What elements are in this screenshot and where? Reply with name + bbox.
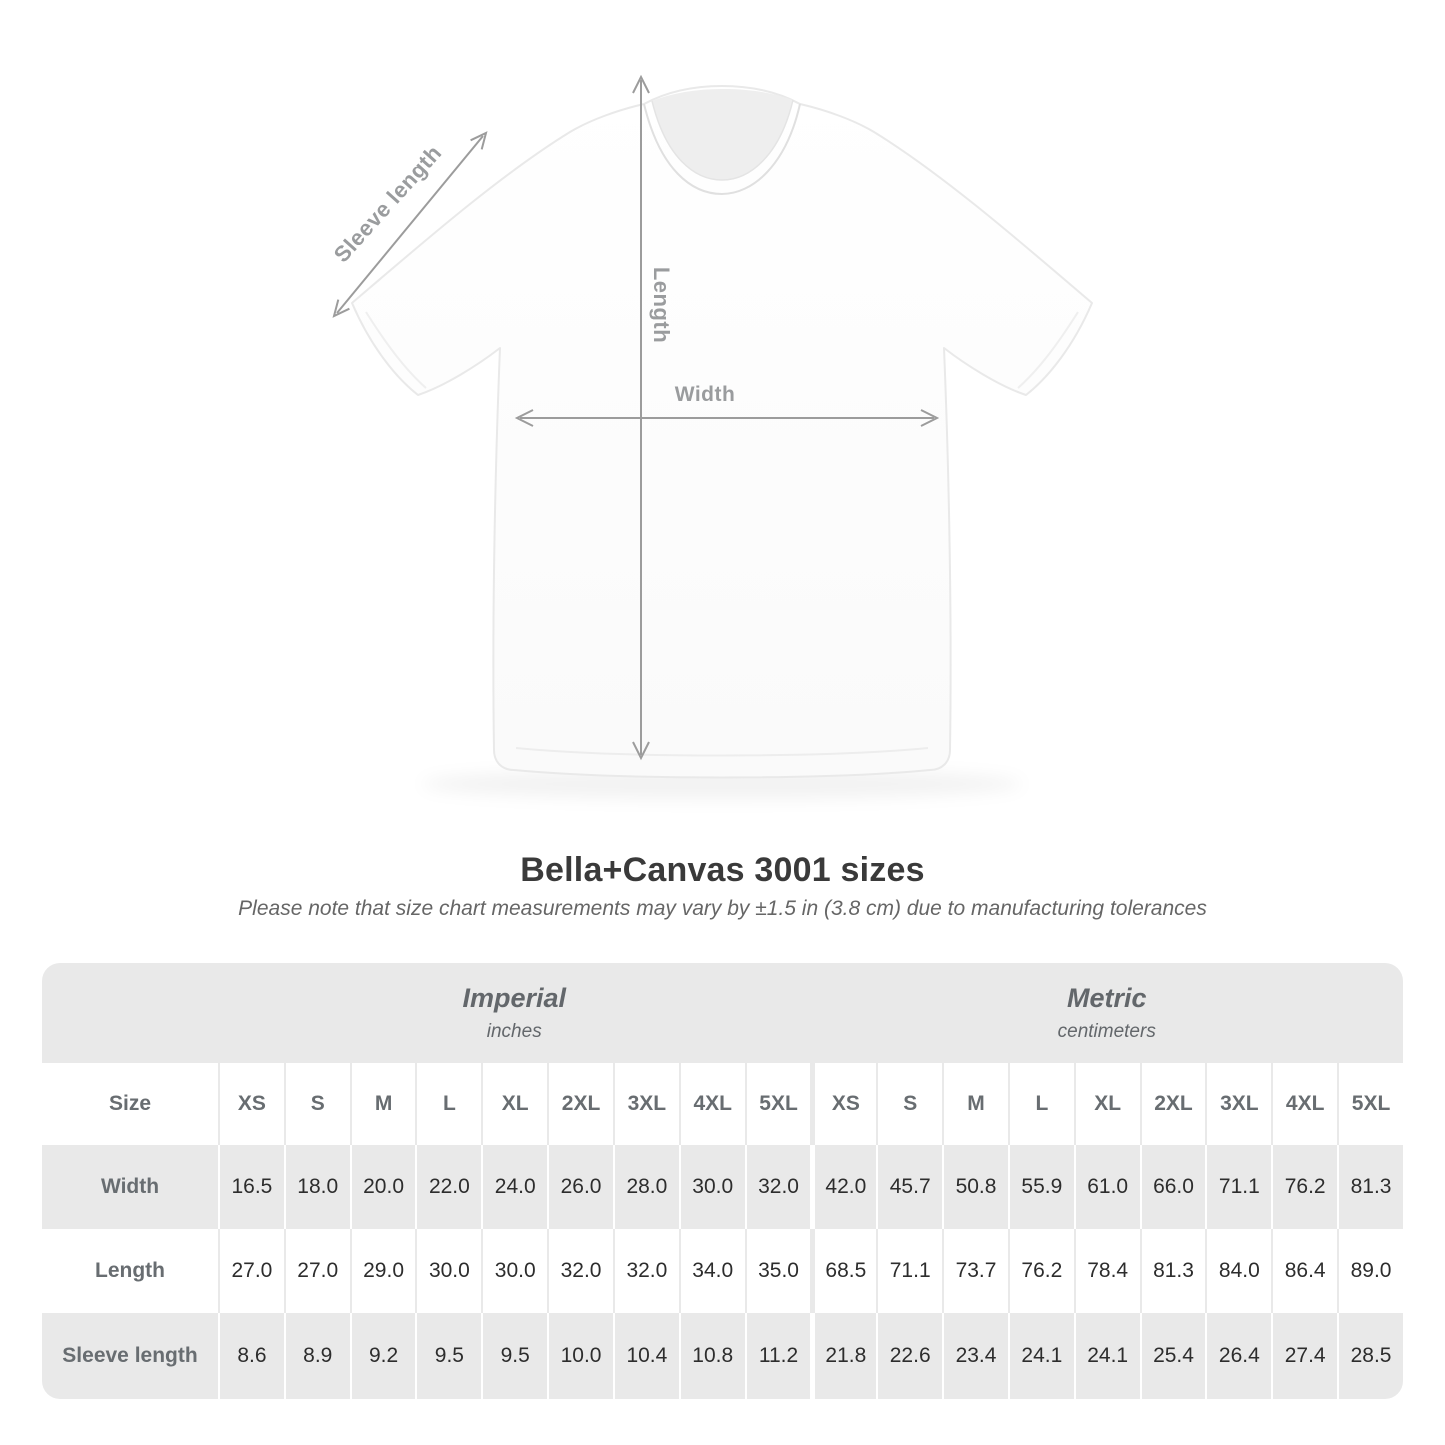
value-cell: 55.9 <box>1008 1145 1074 1229</box>
unit-sublabel: centimeters <box>1057 1021 1156 1042</box>
size-col-3xl-imperial: 3XL <box>613 1063 679 1145</box>
unit-label: Metric <box>1066 983 1147 1013</box>
row-length <box>42 1229 1403 1313</box>
row-label-sleeve-length: Sleeve length <box>42 1313 218 1399</box>
size-col-l-metric: L <box>1008 1063 1074 1145</box>
value-cell: 10.0 <box>547 1313 613 1399</box>
value-cell: 28.0 <box>613 1145 679 1229</box>
unit-group-imperial <box>218 963 810 1063</box>
row-label-width: Width <box>42 1145 218 1229</box>
value-cell: 28.5 <box>1337 1313 1403 1399</box>
value-cell: 24.0 <box>481 1145 547 1229</box>
unit-sublabel: inches <box>486 1021 542 1042</box>
value-cell: 86.4 <box>1271 1229 1337 1313</box>
tshirt-body <box>352 86 1092 778</box>
value-cell: 89.0 <box>1337 1229 1403 1313</box>
value-cell: 32.0 <box>745 1145 811 1229</box>
value-cell: 11.2 <box>745 1313 811 1399</box>
value-cell: 24.1 <box>1008 1313 1074 1399</box>
size-col-s-imperial: S <box>284 1063 350 1145</box>
tolerance-note: Please note that size chart measurements may vary by ±1.5 in (3.8 cm) due to manufacturing tolerances <box>238 897 1207 920</box>
size-table <box>42 963 1403 1399</box>
value-cell: 25.4 <box>1140 1313 1206 1399</box>
value-cell: 27.0 <box>218 1229 284 1313</box>
size-header-row <box>42 1063 1403 1145</box>
value-cell: 30.0 <box>679 1145 745 1229</box>
width-label: Width <box>674 383 736 406</box>
value-cell: 32.0 <box>613 1229 679 1313</box>
value-cell: 20.0 <box>350 1145 416 1229</box>
value-cell: 42.0 <box>810 1145 876 1229</box>
size-col-4xl-imperial: 4XL <box>679 1063 745 1145</box>
unit-header-row <box>42 963 1403 1063</box>
value-cell: 45.7 <box>876 1145 942 1229</box>
value-cell: 66.0 <box>1140 1145 1206 1229</box>
sleeve-length-label: Sleeve length <box>328 140 447 268</box>
length-label: Length <box>649 266 674 344</box>
value-cell: 71.1 <box>1205 1145 1271 1229</box>
table-corner-cell <box>42 963 218 1063</box>
size-col-m-metric: M <box>942 1063 1008 1145</box>
value-cell: 23.4 <box>942 1313 1008 1399</box>
size-col-2xl-imperial: 2XL <box>547 1063 613 1145</box>
value-cell: 24.1 <box>1074 1313 1140 1399</box>
page-title: Bella+Canvas 3001 sizes <box>520 851 925 889</box>
size-corner-label: Size <box>42 1063 218 1145</box>
size-col-xs-metric: XS <box>810 1063 876 1145</box>
size-col-xl-imperial: XL <box>481 1063 547 1145</box>
value-cell: 8.6 <box>218 1313 284 1399</box>
value-cell: 73.7 <box>942 1229 1008 1313</box>
unit-group-metric <box>810 963 1403 1063</box>
size-col-2xl-metric: 2XL <box>1140 1063 1206 1145</box>
row-sleeve-length <box>42 1313 1403 1399</box>
size-table-grid <box>42 963 1403 1399</box>
size-col-5xl-imperial: 5XL <box>745 1063 811 1145</box>
value-cell: 10.8 <box>679 1313 745 1399</box>
value-cell: 21.8 <box>810 1313 876 1399</box>
size-col-l-imperial: L <box>415 1063 481 1145</box>
value-cell: 81.3 <box>1140 1229 1206 1313</box>
value-cell: 35.0 <box>745 1229 811 1313</box>
value-cell: 9.5 <box>481 1313 547 1399</box>
value-cell: 78.4 <box>1074 1229 1140 1313</box>
value-cell: 9.5 <box>415 1313 481 1399</box>
size-col-xl-metric: XL <box>1074 1063 1140 1145</box>
value-cell: 9.2 <box>350 1313 416 1399</box>
value-cell: 61.0 <box>1074 1145 1140 1229</box>
value-cell: 71.1 <box>876 1229 942 1313</box>
size-col-5xl-metric: 5XL <box>1337 1063 1403 1145</box>
value-cell: 30.0 <box>415 1229 481 1313</box>
value-cell: 34.0 <box>679 1229 745 1313</box>
value-cell: 26.0 <box>547 1145 613 1229</box>
size-col-s-metric: S <box>876 1063 942 1145</box>
value-cell: 26.4 <box>1205 1313 1271 1399</box>
value-cell: 18.0 <box>284 1145 350 1229</box>
value-cell: 16.5 <box>218 1145 284 1229</box>
value-cell: 10.4 <box>613 1313 679 1399</box>
value-cell: 30.0 <box>481 1229 547 1313</box>
size-col-4xl-metric: 4XL <box>1271 1063 1337 1145</box>
value-cell: 68.5 <box>810 1229 876 1313</box>
size-col-xs-imperial: XS <box>218 1063 284 1145</box>
value-cell: 27.0 <box>284 1229 350 1313</box>
value-cell: 76.2 <box>1008 1229 1074 1313</box>
value-cell: 29.0 <box>350 1229 416 1313</box>
size-col-m-imperial: M <box>350 1063 416 1145</box>
row-width <box>42 1145 1403 1229</box>
value-cell: 8.9 <box>284 1313 350 1399</box>
value-cell: 27.4 <box>1271 1313 1337 1399</box>
value-cell: 81.3 <box>1337 1145 1403 1229</box>
value-cell: 22.0 <box>415 1145 481 1229</box>
value-cell: 76.2 <box>1271 1145 1337 1229</box>
unit-label: Imperial <box>462 983 566 1013</box>
row-label-length: Length <box>42 1229 218 1313</box>
size-col-3xl-metric: 3XL <box>1205 1063 1271 1145</box>
value-cell: 50.8 <box>942 1145 1008 1229</box>
value-cell: 32.0 <box>547 1229 613 1313</box>
value-cell: 22.6 <box>876 1313 942 1399</box>
value-cell: 84.0 <box>1205 1229 1271 1313</box>
